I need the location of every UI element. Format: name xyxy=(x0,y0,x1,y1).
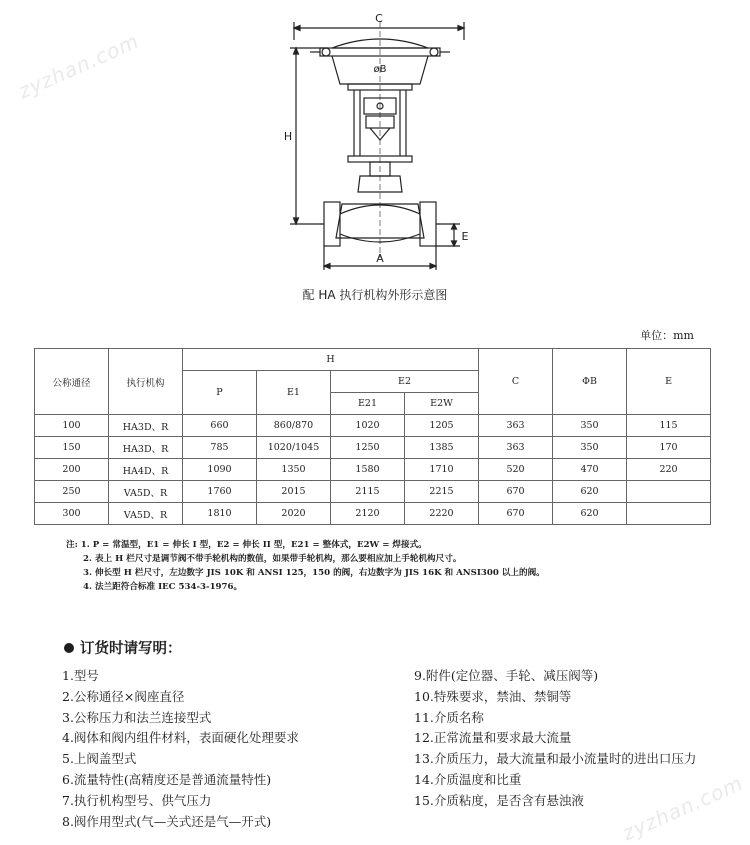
table-cell: 2115 xyxy=(331,481,405,503)
table-cell: 200 xyxy=(35,459,109,481)
table-cell: 2120 xyxy=(331,503,405,525)
table-cell: 2215 xyxy=(405,481,479,503)
table-body xyxy=(35,415,711,525)
table-cell: 670 xyxy=(479,481,553,503)
table-cell: 620 xyxy=(553,503,627,525)
table-cell: VA5D、R xyxy=(109,503,183,525)
table-cell: HA3D、R xyxy=(109,437,183,459)
table-cell: 1385 xyxy=(405,437,479,459)
table-cell: 150 xyxy=(35,437,109,459)
table-row xyxy=(35,481,711,503)
dim-h-label: H xyxy=(283,130,293,143)
drawing-caption: 配 HA 执行机构外形示意图 xyxy=(302,288,448,302)
header-e2w: E2W xyxy=(405,393,479,415)
note-item: 3. 伸长型 H 栏尺寸，左边数字 JIS 10K 和 ANSI 125，150 的阀，右边数字为 JIS 16K 和 ANSI300 以上的阀。 xyxy=(83,568,545,578)
order-item: 2.公称通径×阀座直径 xyxy=(62,688,185,704)
order-item: 10.特殊要求，禁油、禁铜等 xyxy=(414,688,572,704)
order-item: 13.介质压力，最大流量和最小流量时的进出口压力 xyxy=(414,751,697,767)
table-cell: 1250 xyxy=(331,437,405,459)
header-nominal: 公称通径 xyxy=(35,349,109,415)
table-cell: 100 xyxy=(35,415,109,437)
table-row xyxy=(35,437,711,459)
watermark: zyzhan.com xyxy=(14,28,143,104)
header-c: C xyxy=(479,349,553,415)
table-cell: 1205 xyxy=(405,415,479,437)
table-cell: 1580 xyxy=(331,459,405,481)
valve-outline-drawing xyxy=(280,8,480,276)
table-cell: 350 xyxy=(553,415,627,437)
table-cell: 350 xyxy=(553,437,627,459)
table-cell: 300 xyxy=(35,503,109,525)
header-e1: E1 xyxy=(257,371,331,415)
order-item: 15.介质粘度，是否含有悬浊液 xyxy=(414,792,584,808)
table-row xyxy=(35,503,711,525)
bullet-icon xyxy=(64,643,74,653)
table-cell xyxy=(627,481,711,503)
header-p: P xyxy=(183,371,257,415)
note-item: 4. 法兰距符合标准 IEC 534-3-1976。 xyxy=(83,582,243,592)
notes xyxy=(66,538,545,594)
dim-e-label: E xyxy=(461,230,469,243)
table-cell: 620 xyxy=(553,481,627,503)
dimension-table xyxy=(34,348,711,525)
unit-label: 单位：mm xyxy=(640,329,694,342)
note-item: 注: 1. P = 常温型，E1 = 伸长 I 型，E2 = 伸长 II 型，E21 = 整体式，E2W = 焊接式。 xyxy=(66,540,427,550)
table-row xyxy=(35,459,711,481)
table-cell: 2020 xyxy=(257,503,331,525)
table-cell: 1760 xyxy=(183,481,257,503)
order-item: 1.型号 xyxy=(62,668,99,683)
table-cell: 1350 xyxy=(257,459,331,481)
table-cell: 670 xyxy=(479,503,553,525)
order-item: 9.附件(定位器、手轮、减压阀等) xyxy=(414,668,599,683)
table-cell: VA5D、R xyxy=(109,481,183,503)
table-cell: 1710 xyxy=(405,459,479,481)
table-row xyxy=(35,415,711,437)
table-cell: 860/870 xyxy=(257,415,331,437)
order-item: 6.流量特性(高精度还是普通流量特性) xyxy=(62,771,272,787)
table-cell: 363 xyxy=(479,415,553,437)
watermark: zyzhan.com xyxy=(618,770,747,845)
order-item: 5.上阀盖型式 xyxy=(62,751,137,767)
order-list-left xyxy=(62,666,299,832)
header-e2: E2 xyxy=(331,371,479,393)
table-cell: 170 xyxy=(627,437,711,459)
order-list-right xyxy=(414,666,696,812)
order-section-title xyxy=(64,637,182,658)
table-cell: 785 xyxy=(183,437,257,459)
table-cell xyxy=(627,503,711,525)
table-cell: 1020/1045 xyxy=(257,437,331,459)
table-cell: 363 xyxy=(479,437,553,459)
order-item: 14.介质温度和比重 xyxy=(414,771,522,787)
table-cell: HA3D、R xyxy=(109,415,183,437)
table-cell: 520 xyxy=(479,459,553,481)
header-h: H xyxy=(183,349,479,371)
order-item: 3.公称压力和法兰连接型式 xyxy=(62,709,212,725)
order-item: 7.执行机构型号、供气压力 xyxy=(62,792,212,808)
table-cell: 220 xyxy=(627,459,711,481)
note-item: 2. 表上 H 栏尺寸是调节阀不带手轮机构的数值，如果带手轮机构，那么要相应加上手轮机构尺寸。 xyxy=(83,554,462,564)
header-e: E xyxy=(627,349,711,415)
table-cell: 660 xyxy=(183,415,257,437)
header-actuator: 执行机构 xyxy=(109,349,183,415)
table-cell: 1090 xyxy=(183,459,257,481)
order-item: 8.阀作用型式(气—关式还是气—开式) xyxy=(62,813,272,829)
order-item: 12.正常流量和要求最大流量 xyxy=(414,730,572,746)
order-title-text: 订货时请写明： xyxy=(80,641,182,657)
table-cell: 1810 xyxy=(183,503,257,525)
table-cell: 470 xyxy=(553,459,627,481)
table-cell: HA4D、R xyxy=(109,459,183,481)
dim-b-label: øB xyxy=(373,64,387,75)
dim-a-label: A xyxy=(376,252,384,265)
header-e21: E21 xyxy=(331,393,405,415)
order-item: 4.阀体和阀内组件材料，表面硬化处理要求 xyxy=(62,730,299,746)
table-cell: 250 xyxy=(35,481,109,503)
header-b: ΦB xyxy=(553,349,627,415)
dim-c-label: C xyxy=(375,12,383,25)
table-cell: 115 xyxy=(627,415,711,437)
order-item: 11.介质名称 xyxy=(414,709,484,725)
table-cell: 2220 xyxy=(405,503,479,525)
table-cell: 2015 xyxy=(257,481,331,503)
table-cell: 1020 xyxy=(331,415,405,437)
